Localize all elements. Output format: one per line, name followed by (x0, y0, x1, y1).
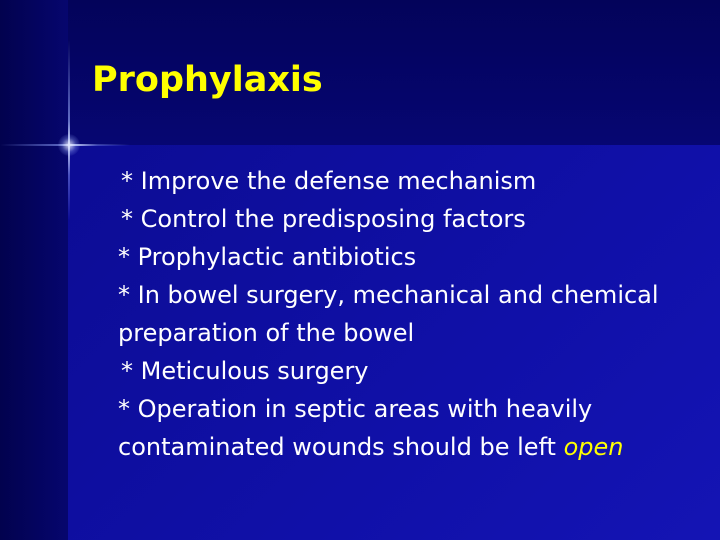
bullet-item (118, 390, 708, 466)
bullet-item: * In bowel surgery, mechanical and chemical preparation of the bowel (118, 281, 659, 347)
bullet-item: * Improve the defense mechanism (121, 167, 537, 195)
bullet-item: * Control the predisposing factors (121, 205, 526, 233)
vertical-light-streak (68, 40, 70, 220)
emphasized-word: open (563, 433, 624, 461)
bullet-item-text: * Operation in septic areas with heavily contaminated wounds should be left (118, 395, 593, 461)
cross-glow-sparkle (58, 134, 80, 156)
bullet-list (118, 162, 708, 466)
slide-title: Prophylaxis (92, 60, 323, 100)
bullet-item: * Prophylactic antibiotics (118, 243, 417, 271)
bullet-item: * Meticulous surgery (121, 357, 369, 385)
left-background-band (0, 0, 68, 540)
